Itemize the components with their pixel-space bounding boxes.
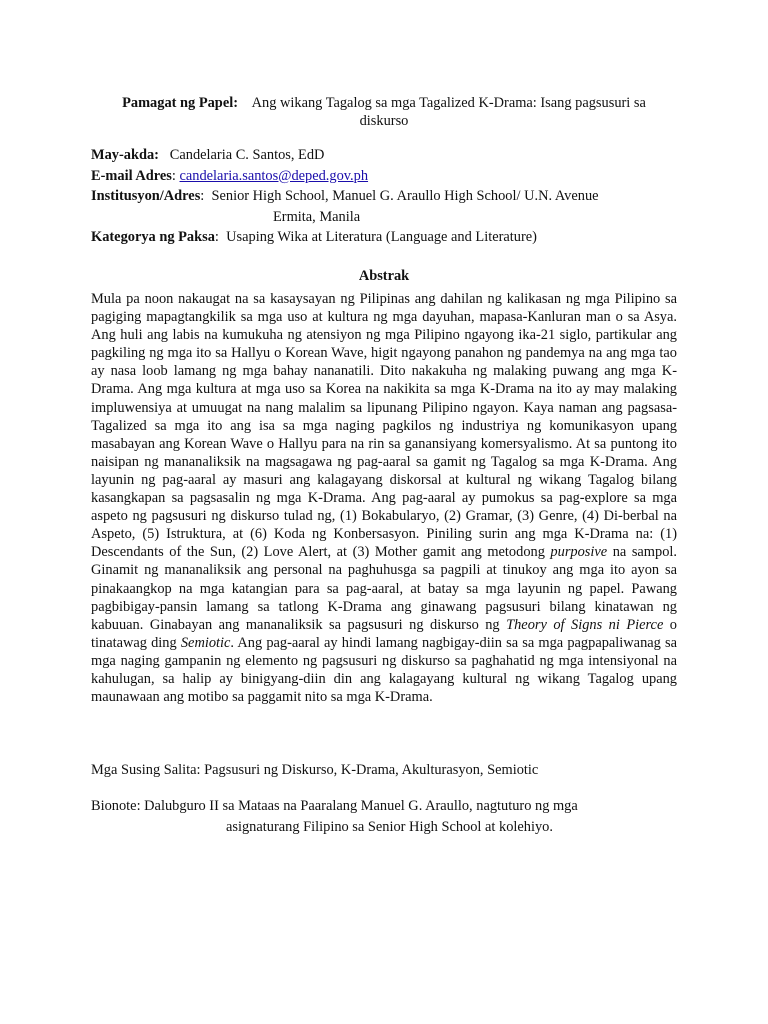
abstract-text-4: . Ang pag-aaral ay hindi lamang nagbigay-diin sa sa mga pagpapaliwanag sa mga naging gampanin ng elemento ng pagsusuri ng diskurso sa paghahatid ng mga intensiyonal na kahulugan, sa halip ay binigyang-diin din ang kalagayang kultural ng wikang Tagalog upang maunawaan ang motibo sa paggamit nito sa mga K-Drama. [91, 634, 677, 706]
email-link[interactable]: candelaria.santos@deped.gov.ph [179, 167, 369, 184]
author-row [91, 145, 691, 166]
abstract-text-1: Mula pa noon nakaugat na sa kasaysayan ng Pilipinas ang dahilan ng kalikasan ng mga Pilipino sa pagiging mapagtangkilik sa mga uso at kultura ng mga dayuhan, mapasa-Kanluran man o sa Asya. Ang huli ang labis na kumukuha ng atensiyon ng mga Pilipino ngayong ika-21 siglo, partikular ang pagkiling ng mga ito sa Hallyu o Korean Wave, higit ngayong panahon ng pandemya na ang mga tao ay nasa loob lamang ng mga bahay nananatili. Dito nakakuha ng malaking puwang ang mga K-Drama. Ang mga kultura at mga uso sa Korea na nakikita sa mga K-Drama na ito ay may malaking impluwensiya at umuugat na nang malalim sa lipunang Pilipino ngayon. Kaya naman ang pagsasa-Tagalized sa mga ito ang isa sa mga naging pagkilos ng industriya ng komunikasyon upang masabayan ang Korean Wave o Hallyu para na rin sa ganansiyang komersyalismo. At sa puntong ito naisipan ng mananaliksik na magsagawa ng pag-aaral sa gamit ng Tagalog sa mga K-Drama. Ang layunin ng pag-aaral ay masuri ang kalagayang diskorsal at kultural ng wikang Tagalog bilang kasangkapan sa pagsasalin ng mga K-Drama. Ang pag-aaral ay pumokus sa pag-explore sa mga aspeto ng pagsusuri ng diskurso tulad ng, (1) Bokabularyo, (2) Gramar, (3) Genre, (4) Di-berbal na Aspeto, (5) Istruktura, at (6) Koda ng Konbersasyon. Piniling surin ang mga K-Drama na: (1) Descendants of the Sun, (2) Love Alert, at (3) Mother gamit ang metodong [91, 291, 677, 561]
author-value: Candelaria C. Santos, EdD [169, 147, 325, 163]
abstract-text-3: o tinatawag ding [91, 616, 678, 651]
paper-title-block [100, 94, 668, 130]
institution-row: Institusyon/Adres: Senior High School, Manuel G. Araullo High School/ U.N. Avenue [91, 188, 599, 204]
email-row: E-mail Adres: candelaria.santos@deped.gov.ph [91, 167, 369, 184]
abstract-text-2: na sampol. Ginamit ng mananaliksik ang personal na paghuhusga sa pagpili at tinukoy ang mga ito ayon sa pinakaangkop na mga katangian para sa pag-aaral, at batay sa mga layunin ng papel. Pawang pagbibigay-pansin lamang sa tatlong K-Drama ang ginawang pagsusuri bilang kinatawan ng kabuuan. Ginabayan ang mananaliksik sa pagsusuri ng diskurso ng [91, 544, 677, 633]
institution-value-line2: Ermita, Manila [273, 208, 361, 225]
author-label: May-akda: [91, 147, 159, 163]
abstract-emphasis-2: Theory of Signs ni Pierce [506, 616, 664, 633]
paper-title: Ang wikang Tagalog sa mga Tagalized K-Drama: Isang pagsusuri sa diskurso [251, 95, 646, 129]
institution-row-2 [91, 207, 691, 228]
category-row: Kategorya ng Paksa: Usaping Wika at Literatura (Language and Literature) [91, 229, 537, 245]
bionote-line-1: Bionote: Dalubguro II sa Mataas na Paaralang Manuel G. Araullo, nagtuturo ng mga [91, 798, 578, 814]
institution-value-line1: Senior High School, Manuel G. Araullo High School/ U.N. Avenue [211, 188, 599, 204]
abstract-emphasis-1: purposive [550, 544, 608, 561]
abstract-heading: Abstrak [358, 268, 410, 284]
bionote [91, 796, 691, 837]
keywords: Mga Susing Salita: Pagsusuri ng Diskurso, K-Drama, Akulturasyon, Semiotic [91, 762, 539, 778]
institution-label: Institusyon/Adres [91, 188, 201, 204]
paper-metadata [91, 145, 691, 248]
abstract-emphasis-3: Semiotic [180, 634, 231, 651]
abstract-body [91, 290, 677, 706]
title-label: Pamagat ng Papel: [122, 95, 238, 111]
email-label: E-mail Adres [91, 167, 172, 184]
category-label: Kategorya ng Paksa [91, 229, 215, 245]
category-value: Usaping Wika at Literatura (Language and Literature) [226, 229, 537, 245]
bionote-line-2: asignaturang Filipino sa Senior High School at kolehiyo. [226, 818, 553, 835]
